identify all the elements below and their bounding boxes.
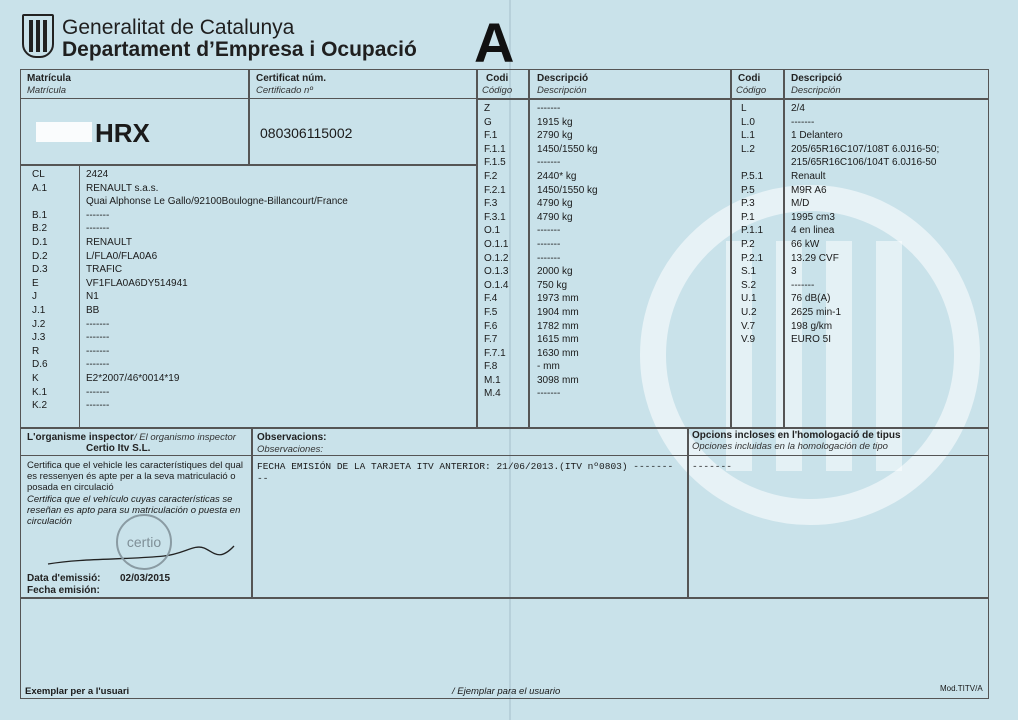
field-code: V.7 [741,320,756,332]
field-value: ------- [537,238,561,250]
registration-label-es: Matrícula [27,85,67,96]
field-code: D.6 [32,359,48,371]
right-code-label-es: Código [736,85,767,96]
department-name: Departament d’Empresa i Ocupació [62,38,417,61]
middle-code-label-es: Código [482,85,513,96]
footer-right: Mod.TITV/A [940,684,983,693]
footer-center: / Ejemplar para el usuario [452,686,561,697]
field-code: U.2 [741,306,757,318]
observations-text: FECHA EMISIÓN DE LA TARJETA ITV ANTERIOR: 21/06/2013.(ITV nº0803) ------- [257,461,674,472]
field-code: A.1 [32,182,48,194]
field-value: ------- [537,103,561,114]
field-value: ------- [86,359,110,371]
field-value: RENAULT s.a.s. [86,182,159,194]
inspector-stamp: certio [116,514,172,570]
inspector-name: Certio Itv S.L. [86,443,151,454]
field-value: - mm [537,361,560,373]
field-code: F.8 [484,361,498,373]
certificate-label: Certificat núm. [256,73,327,84]
fecha-emision-label: Fecha emisión: [27,585,100,596]
field-code: Z [484,103,491,114]
field-value: 1450/1550 kg [537,143,598,155]
field-code: K.2 [32,400,48,412]
field-code: J [32,291,37,303]
field-value: E2*2007/46*0014*19 [86,372,180,384]
field-value: ------- [791,116,815,128]
field-code: P.1.1 [741,225,764,237]
field-value: 205/65R16C107/108T 6.0J16-50; [791,143,940,155]
observations-label: Observacions: [257,432,327,443]
field-value: 2/4 [791,103,805,114]
field-code: F.5 [484,306,498,318]
redacted-plate-part [36,122,92,142]
field-value: ------- [537,252,561,264]
field-value: 2000 kg [537,266,573,278]
left-field-codes [32,168,48,413]
field-value: Renault [791,170,826,182]
field-value: 66 kW [791,238,820,250]
field-value: 198 g/km [791,320,833,332]
generalitat-logo-icon [22,14,54,58]
field-code: F.1.1 [484,143,506,155]
field-code: F.7 [484,334,498,346]
field-code: F.3.1 [484,211,506,223]
field-code: D.2 [32,250,48,262]
form-letter: A [474,11,515,74]
field-code: L [741,103,747,114]
field-value: ------- [86,400,110,412]
certificate-label-es: Certificado nº [256,85,313,96]
inspector-text-ca: Certifica que el vehicle les característiques del qual es ressenyen és apte per a la seva matriculació o posada en circulació [27,460,243,493]
field-value: ------- [86,386,110,398]
field-code: P.2 [741,238,755,250]
registration-label: Matrícula [27,73,71,84]
field-value: 3098 mm [537,374,579,386]
field-code: S.1 [741,266,757,278]
field-value: ------- [537,388,561,400]
field-value: 4790 kg [537,198,573,210]
field-code: V.9 [741,334,756,346]
field-value: 76 dB(A) [791,293,831,305]
field-code: F.7.1 [484,347,506,359]
field-code: F.6 [484,320,498,332]
issue-date: 02/03/2015 [120,573,171,584]
field-value: 1915 kg [537,116,573,128]
field-code: P.2.1 [741,252,764,264]
field-value: 13.29 CVF [791,252,839,264]
field-code: O.1 [484,225,501,237]
field-value: 2790 kg [537,130,573,142]
field-code: J.1 [32,304,46,316]
field-value: 1973 mm [537,293,579,305]
right-desc-label: Descripció [791,73,843,84]
inspector-label: L'organisme inspector [27,432,134,443]
field-code: E [32,277,39,289]
field-value: 1782 mm [537,320,579,332]
field-value: 4 en linea [791,225,835,237]
field-value: TRAFIC [86,264,123,276]
field-code: O.1.2 [484,252,509,264]
field-code: D.3 [32,264,48,276]
middle-desc-label: Descripció [537,73,589,84]
field-code: K [32,372,39,384]
plate-number: HRX [95,118,150,148]
field-value: 1995 cm3 [791,211,835,223]
field-code: F.4 [484,293,498,305]
inspector-label-es: / El organismo inspector [134,432,236,443]
field-code: O.1.4 [484,279,509,291]
field-value: N1 [86,291,99,303]
field-code: P.5 [741,184,755,196]
field-code [741,156,763,170]
field-code: F.2.1 [484,184,506,196]
field-code: O.1.1 [484,238,509,250]
blank-section [20,598,989,699]
right-values [791,102,939,347]
field-value: VF1FLA0A6DY514941 [86,277,188,289]
footer-left: Exemplar per a l'usuari [25,686,130,697]
field-value: 1904 mm [537,306,579,318]
field-code: P.3 [741,198,755,210]
field-code: B.1 [32,209,48,221]
field-code: L.0 [741,116,755,128]
field-code: M.1 [484,374,501,386]
certificate-number: 080306115002 [260,125,353,141]
issue-date-label: Data d'emissió: [27,573,101,584]
field-code: M.4 [484,388,501,400]
field-value: L/FLA0/FLA0A6 [86,250,158,262]
org-name: Generalitat de Catalunya [62,16,295,39]
options-label: Opcions incloses en l'homologació de tipus [692,430,901,441]
field-code: J.2 [32,318,46,330]
field-value: EURO 5I [791,334,832,346]
field-value: 2625 min-1 [791,306,842,318]
field-value: 1630 mm [537,347,579,359]
field-value: ------- [86,209,110,221]
middle-desc-label-es: Descripción [537,85,587,96]
field-value: BB [86,304,100,316]
field-code: O.1.3 [484,266,509,278]
left-field-values [86,168,348,413]
field-code: F.2 [484,170,498,182]
field-code: B.2 [32,223,48,235]
field-value: 3 [791,266,797,278]
field-code: L.2 [741,143,755,155]
field-value: 215/65R16C106/104T 6.0J16-50 [791,157,937,169]
field-value: 750 kg [537,279,568,291]
field-code: L.1 [741,130,755,142]
right-codes [741,102,763,347]
field-code: D.1 [32,236,48,248]
field-code [32,195,48,209]
right-desc-label-es: Descripción [791,85,841,96]
field-value: 2440* kg [537,170,577,182]
field-value: 4790 kg [537,211,573,223]
field-value: 1450/1550 kg [537,184,598,196]
field-value: 2424 [86,169,109,180]
field-value: ------- [86,223,110,235]
field-code: G [484,116,492,128]
field-value: ------- [86,318,110,330]
options-value: ------- [692,461,732,472]
field-value: Quai Alphonse Le Gallo/92100Boulogne-Billancourt/France [86,196,348,208]
inspector-text-es: Certifica que el vehículo cuyas características se reseñan es apto para su matriculación o puesta en circulación [27,494,241,527]
field-value: ------- [537,157,561,169]
field-value: M/D [791,198,810,210]
field-code: U.1 [741,293,757,305]
field-code: F.3 [484,198,498,210]
observations-label-es: Observaciones: [257,444,324,455]
field-value: ------- [537,225,561,237]
middle-values [537,102,598,401]
field-code: S.2 [741,279,757,291]
middle-codes [484,102,508,401]
field-value: M9R A6 [791,184,827,196]
field-value: ------- [86,332,110,344]
field-code: P.1 [741,211,755,223]
options-label-es: Opciones incluidas en la homologación de tipo [692,441,888,452]
field-code: P.5.1 [741,170,764,182]
field-code: R [32,345,40,357]
middle-code-label: Codi [486,73,509,84]
field-value: 1615 mm [537,334,579,346]
field-value: ------- [791,279,815,291]
field-code: CL [32,169,45,180]
field-value: RENAULT [86,236,132,248]
field-code: F.1 [484,130,498,142]
field-code: K.1 [32,386,48,398]
right-code-label: Codi [738,73,761,84]
field-value: ------- [86,345,110,357]
field-value: 1 Delantero [791,130,843,142]
field-code: J.3 [32,332,46,344]
observations-text-2: -- [257,473,269,484]
field-code: F.1.5 [484,157,506,169]
